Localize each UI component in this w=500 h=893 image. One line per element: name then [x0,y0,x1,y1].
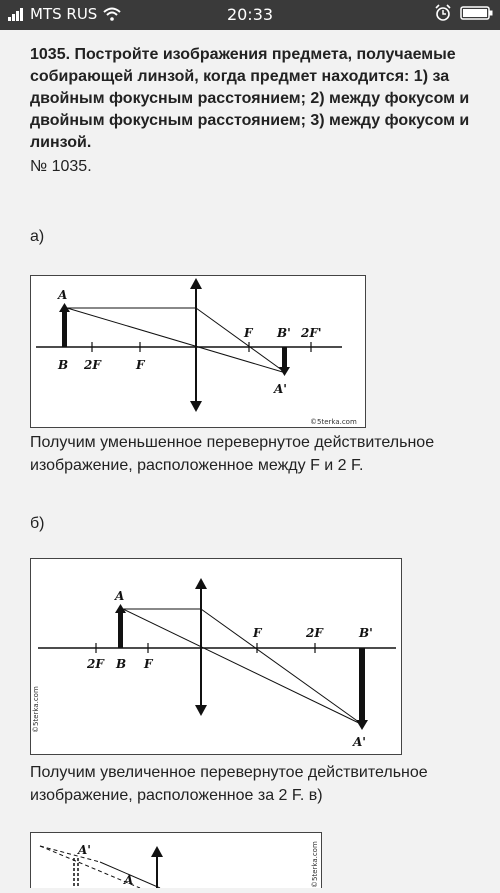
figure-c [30,832,322,888]
label-A-image: A' [353,735,366,749]
label-B: B [58,358,69,372]
task-title: 1035. Постройте изображения предмета, получаемые собирающей линзой, когда предмет находится: 1) за двойным фокусным расстоянием; 2) между фокусом и двойным фокусным расстоянием; 3) между фокусом и линзой. [30,46,470,151]
figure-c-diagram [30,832,322,888]
caption-a: Получим уменьшенное перевернутое действительное изображение, расположенное между F и 2 F. [30,434,435,474]
figure-b-diagram [30,558,402,755]
label-A-image: A' [274,382,287,396]
caption-b: Получим увеличенное перевернутое действительное изображение, расположенное за 2 F. в) [30,764,428,804]
clock: 20:33 [226,5,274,24]
label-A: A [115,589,125,603]
task-number: № 1035. [30,158,92,175]
section-b-label: б) [30,515,45,532]
label-B: B [116,657,127,671]
watermark-b: ©5terka.com [32,686,40,733]
alarm-icon [434,4,452,22]
label-2F-right: 2F' [301,326,322,340]
status-bar [0,0,500,30]
label-2F-left: 2F [84,358,101,372]
label-A-image: A' [78,843,91,857]
carrier-name: MTS RUS [30,5,98,23]
label-F-right: F [244,326,253,340]
label-B-image: B' [277,326,291,340]
task-block [30,44,490,178]
section-a-label: а) [30,228,45,245]
status-right [434,4,494,22]
label-B-image: B' [359,626,373,640]
label-F-left: F [144,657,153,671]
label-F-right: F [253,626,262,640]
label-F-left: F [136,358,145,372]
watermark-a: ©5terka.com [310,418,357,426]
watermark-c: ©5terka.com [311,841,319,888]
figure-a [30,275,366,428]
figure-b [30,558,402,755]
label-A: A [58,288,68,302]
label-2F-left: 2F [87,657,104,671]
figure-a-diagram [30,275,366,428]
label-A: A [124,873,134,887]
label-2F-right: 2F [306,626,323,640]
battery-icon [460,5,494,21]
